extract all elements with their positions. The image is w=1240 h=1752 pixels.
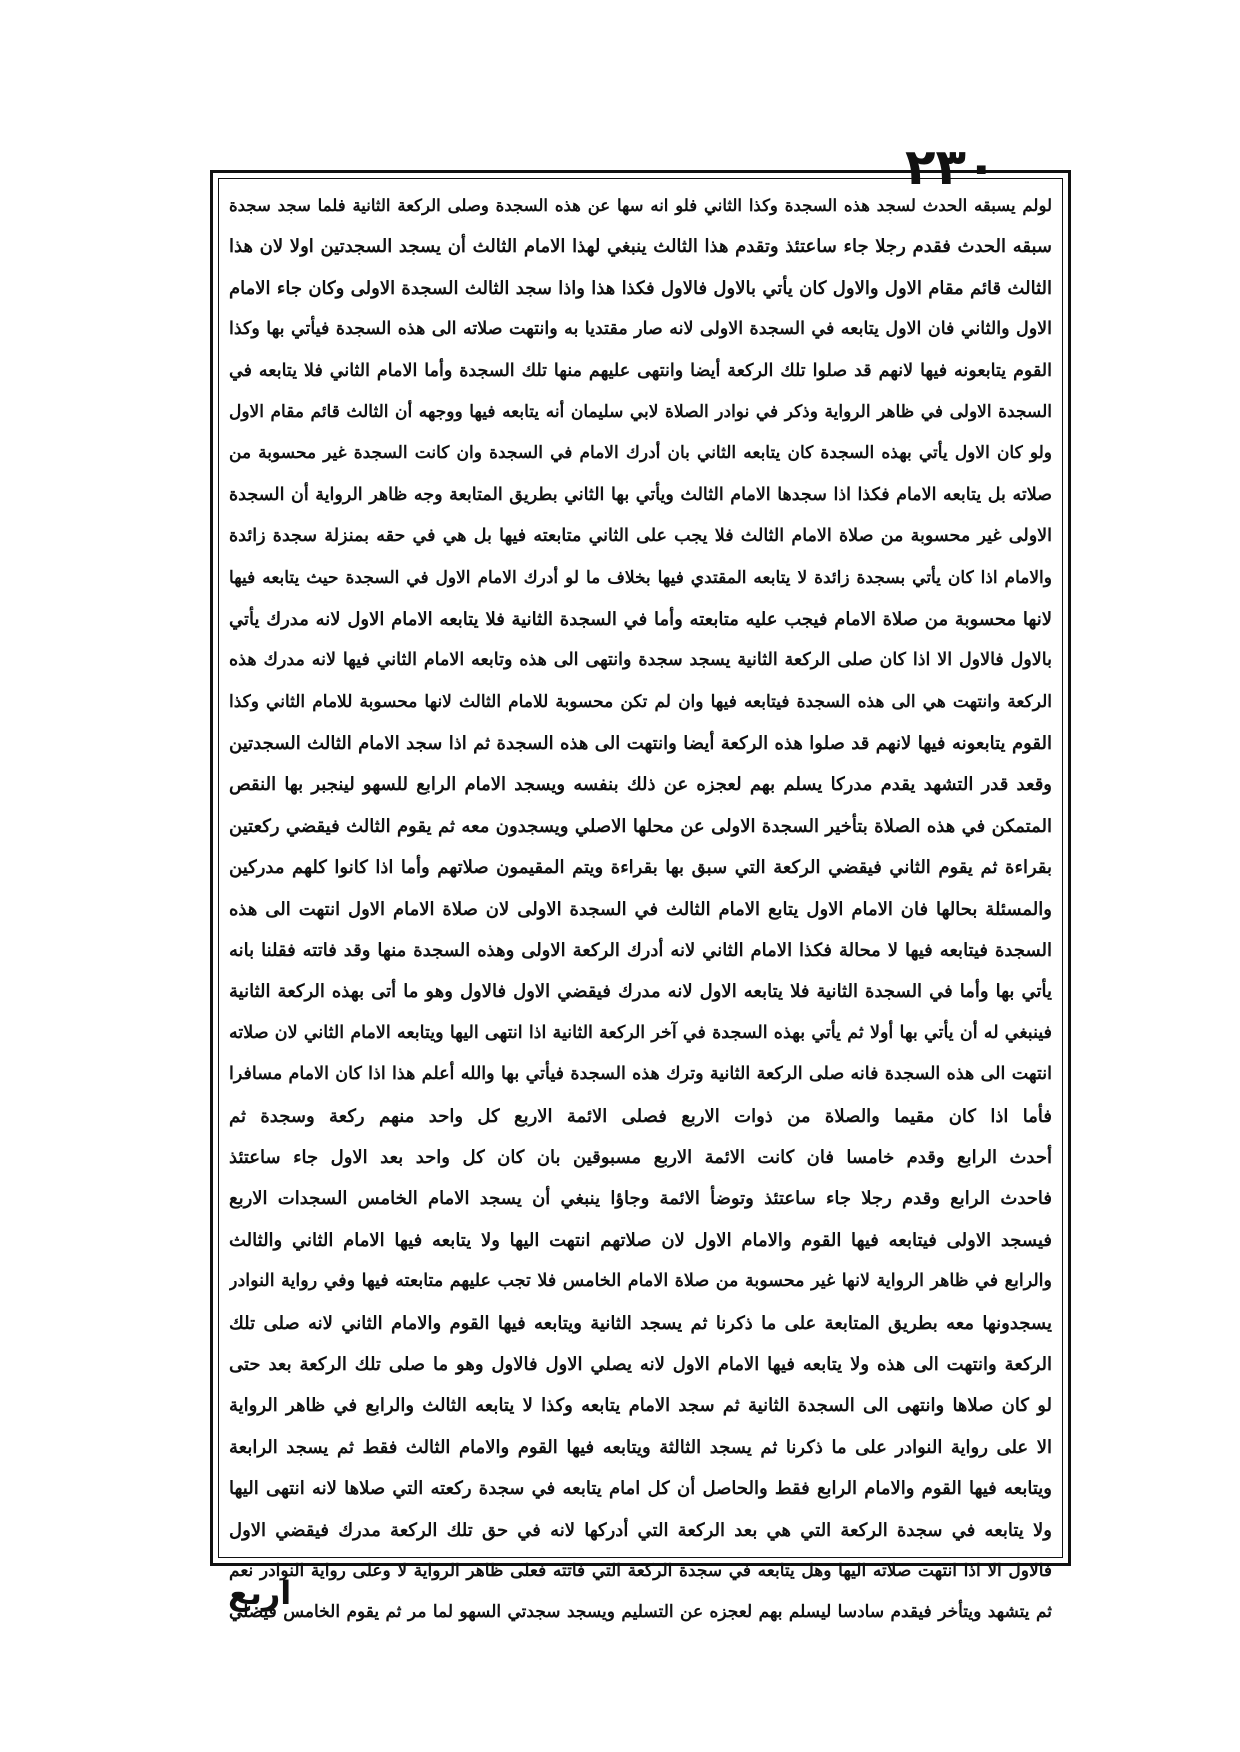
text-line: المتمكن في هذه الصلاة بتأخير السجدة الاولى عن محلها الاصلي ويسجدون معه ثم يقوم الثالث فيقضي ركعتين <box>229 815 1052 837</box>
text-line: صلاته بل يتابعه الامام فكذا اذا سجدها الامام الثالث ويأتي بها الثاني بطريق المتابعة وجه ظاهر الرواية أن السجدة <box>229 484 1052 505</box>
body-text <box>229 185 1052 1634</box>
text-line: القوم يتابعونه فيها لانهم قد صلوا هذه الركعة أيضا وانتهت الى هذه السجدة ثم اذا سجد الامام الثالث السجدتين <box>229 733 1052 755</box>
text-line: الثالث قائم مقام الاول والاول كان يأتي بالاول فالاول فكذا هذا واذا سجد الثالث السجدة الاولى وكان جاء الامام <box>229 277 1052 299</box>
text-line: سبقه الحدث فقدم رجلا جاء ساعتئذ وتقدم هذا الثالث ينبغي لهذا الامام الثالث أن يسجد السجدتين اولا لان هذا <box>229 236 1052 258</box>
text-line: فأما اذا كان مقيما والصلاة من ذوات الاربع فصلى الائمة الاربع كل واحد منهم ركعة وسجدة ثم <box>229 1105 1052 1127</box>
text-line: الا على رواية النوادر على ما ذكرنا ثم يسجد الثالثة ويتابعه فيها القوم والامام الثالث فقط ثم يسجد الرابعة <box>229 1436 1052 1458</box>
text-line: أحدث الرابع وقدم خامسا فان كانت الائمة الاربع مسبوقين بان كان كل واحد بعد الاول جاء ساعتئذ <box>229 1146 1052 1168</box>
text-line: القوم يتابعونه فيها لانهم قد صلوا تلك الركعة أيضا وانتهى عليهم منها تلك السجدة وأما الامام الثاني فلا يتابعه في <box>229 360 1052 381</box>
text-line: يسجدونها معه بطريق المتابعة على ما ذكرنا ثم يسجد الثانية ويتابعه فيها القوم والامام الثاني لانه صلى تلك <box>229 1312 1052 1334</box>
text-line: لانها محسوبة من صلاة الامام فيجب عليه متابعته وأما في السجدة الثانية فلا يتابعه الامام الاول لانه مدرك يأتي <box>229 608 1052 630</box>
text-line: والامام اذا كان يأتي بسجدة زائدة لا يتابعه المقتدي فيها بخلاف ما لو أدرك الامام الاول في السجدة حيث يتابعه فيها <box>229 567 1052 588</box>
text-line: لولم يسبقه الحدث لسجد هذه السجدة وكذا الثاني فلو انه سها عن هذه السجدة وصلى الركعة الثانية فلما سجد سجدة <box>229 196 1052 215</box>
text-line: ولا يتابعه في سجدة الركعة التي هي بعد الركعة التي أدركها لانه في حق تلك الركعة مدرك فيقضي الاول <box>229 1519 1052 1541</box>
text-line: الاول والثاني فان الاول يتابعه في السجدة الاولى لانه صار مقتديا به وانتهت صلاته الى هذه السجدة فيأتي بها وكذا <box>229 319 1052 340</box>
text-line: فيسجد الاولى فيتابعه فيها القوم والامام الاول لان صلاتهم انتهت اليها ولا يتابعه فيها الامام الثاني والثالث <box>229 1229 1052 1251</box>
text-line: لو كان صلاها وانتهى الى السجدة الثانية ثم سجد الامام يتابعه وكذا لا يتابعه الثالث والرابع في ظاهر الرواية <box>229 1395 1052 1417</box>
text-line: فاحدث الرابع وقدم رجلا جاء ساعتئذ وتوضأ الائمة وجاؤا ينبغي أن يسجد الامام الخامس السجدات الاربع <box>229 1188 1052 1210</box>
text-line: الركعة وانتهت هي الى هذه السجدة فيتابعه فيها وان لم تكن محسوبة للامام الثالث لانها محسوبة للامام الثاني وكذا <box>229 691 1052 712</box>
text-frame <box>210 170 1071 1623</box>
text-line: ولو كان الاول يأتي بهذه السجدة كان يتابعه الثاني بان أدرك الامام في السجدة وان كانت السجدة غير محسوبة من <box>229 443 1052 464</box>
text-line: ويتابعه فيها القوم والامام الرابع فقط والحاصل أن كل امام يتابعه في سجدة ركعته التي صلاها لانه انتهى اليها <box>229 1478 1052 1500</box>
text-line: يأتي بها وأما في السجدة الثانية فلا يتابعه الاول لانه مدرك فيقضي الاول فالاول وهو ما أتى بهذه الركعة الثانية <box>229 981 1052 1003</box>
text-line: بالاول فالاول الا اذا كان صلى الركعة الثانية يسجد سجدة وانتهى الى هذه وتابعه الامام الثاني فيها لانه مدرك هذه <box>229 650 1052 671</box>
text-line: ثم يتشهد ويتأخر فيقدم سادسا ليسلم بهم لعجزه عن التسليم ويسجد سجدتي السهو لما مر ثم يقوم الخامس فيصلي <box>229 1602 1052 1623</box>
text-frame-inner <box>218 178 1063 1623</box>
page-number: ٢٣٠ <box>905 138 997 196</box>
text-line: بقراءة ثم يقوم الثاني فيقضي الركعة التي سبق بها بقراءة ويتم المقيمون صلاتهم وأما اذا كانوا كلهم مدركين <box>229 857 1052 879</box>
text-line: فالاول الا اذا انتهت صلاته اليها وهل يتابعه في سجدة الركعة التي فاتته فعلى ظاهر الرواية لا وعلى رواية النوادر نعم <box>229 1560 1052 1581</box>
text-line: الركعة وانتهت الى هذه ولا يتابعه فيها الامام الاول لانه يصلي الاول فالاول وهو ما صلى تلك الركعة بعد حتى <box>229 1353 1052 1375</box>
catchword: اربع <box>228 1574 292 1612</box>
text-line: السجدة فيتابعه فيها لا محالة فكذا الامام الثاني لانه أدرك الركعة الاولى وهذه السجدة منها وقد فاتته فقلنا بانه <box>229 940 1052 962</box>
text-line: وقعد قدر التشهد يقدم مدركا يسلم بهم لعجزه عن ذلك بنفسه ويسجد الامام الرابع للسهو لينجبر بها النقص <box>229 774 1052 796</box>
text-line: الاولى غير محسوبة من صلاة الامام الثالث فلا يجب على الثاني متابعته فيها بل هي في حقه بمنزلة سجدة زائدة <box>229 526 1052 547</box>
text-line: انتهت الى هذه السجدة فانه صلى الركعة الثانية وترك هذه السجدة فيأتي بها والله أعلم هذا اذا كان الامام مسافرا <box>229 1064 1052 1085</box>
text-line: السجدة الاولى في ظاهر الرواية وذكر في نوادر الصلاة لابي سليمان أنه يتابعه فيها ووجهه أن الثالث قائم مقام الاول <box>229 401 1052 422</box>
text-line: والرابع في ظاهر الرواية لانها غير محسوبة من صلاة الامام الخامس فلا تجب عليهم متابعته فيها وفي رواية النوادر <box>229 1271 1052 1292</box>
text-line: فينبغي له أن يأتي بها أولا ثم يأتي بهذه السجدة في آخر الركعة الثانية اذا انتهى اليها ويتابعه الامام الثاني لان صلاته <box>229 1022 1052 1043</box>
text-line: والمسئلة بحالها فان الامام الاول يتابع الامام الثالث في السجدة الاولى لان صلاة الامام الاول انتهت الى هذه <box>229 898 1052 920</box>
